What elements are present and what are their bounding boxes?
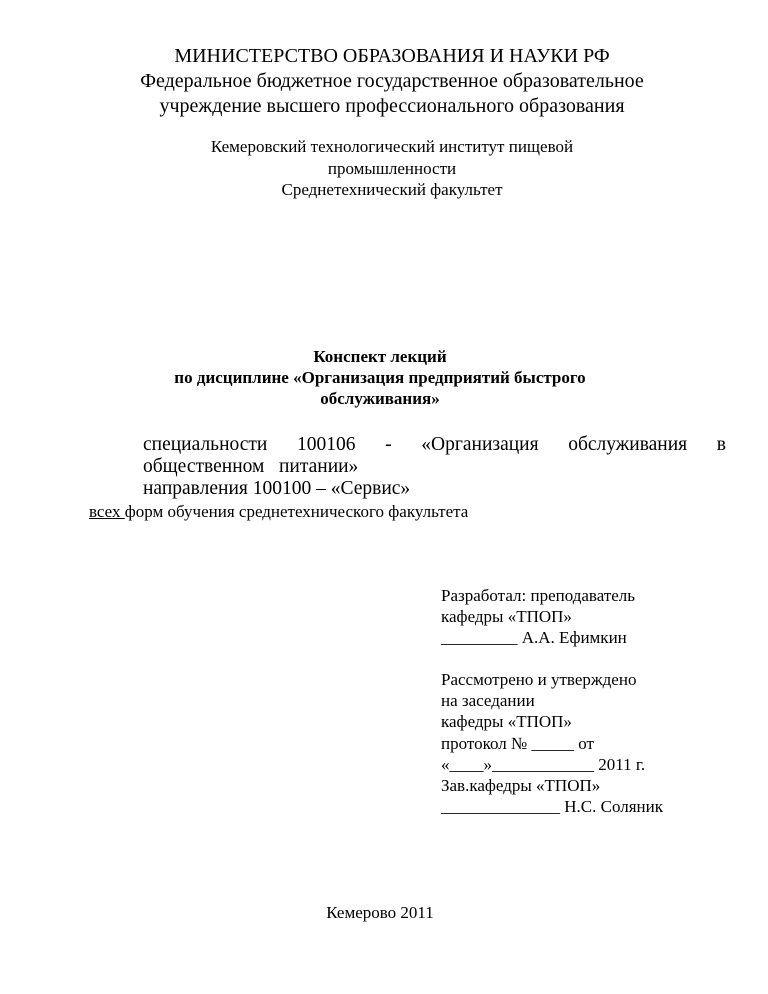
document-title	[130, 346, 630, 409]
approval-block	[441, 669, 663, 817]
specialty-word: специальности	[143, 434, 268, 455]
title-line2: по дисциплине «Организация предприятий быстрого	[174, 368, 586, 387]
department-head-signature: ______________ Н.С. Соляник	[441, 797, 663, 817]
institute-name-line2: промышленности	[327, 158, 457, 178]
institute-block	[0, 136, 768, 201]
study-forms-underlined: всех	[89, 502, 125, 521]
approval-department: кафедры «ТПОП»	[441, 712, 572, 732]
specialty-word: обслуживания	[568, 434, 688, 455]
specialty-line2: общественном питании»	[143, 456, 359, 477]
specialty-line1	[143, 434, 726, 456]
specialty-word: «Организация	[421, 434, 539, 455]
institution-type-line1: Федеральное бюджетное государственное образовательное	[140, 70, 644, 92]
direction-line: направления 100100 – «Сервис»	[143, 478, 411, 499]
approval-date: «____»____________ 2011 г.	[441, 754, 646, 774]
study-forms-text: форм обучения среднетехнического факультета	[124, 502, 469, 521]
specialty-dash: -	[385, 434, 392, 455]
developer-department: кафедры «ТПОП»	[441, 607, 572, 627]
faculty-name: Среднетехнический факультет	[281, 180, 503, 199]
specialty-block	[143, 434, 726, 500]
specialty-code: 100106	[297, 434, 356, 455]
developer-block	[441, 585, 635, 649]
title-line3: обслуживания»	[320, 389, 440, 408]
institute-name-line1: Кемеровский технологический институт пищевой	[210, 137, 574, 156]
specialty-word: в	[716, 434, 726, 455]
developer-signature: _________ А.А. Ефимкин	[441, 628, 627, 648]
approval-line1: Рассмотрено и утверждено	[441, 670, 637, 689]
developer-role: Разработал: преподаватель	[441, 586, 636, 605]
department-head: Зав.кафедры «ТПОП»	[441, 776, 601, 796]
approval-protocol: протокол № _____ от	[441, 733, 594, 753]
city-year: Кемерово 2011	[326, 903, 434, 922]
ministry-header	[0, 44, 768, 119]
institution-type-line2: учреждение высшего профессионального образования	[159, 95, 625, 117]
approval-line2: на заседании	[441, 691, 535, 711]
study-forms-line	[89, 501, 468, 522]
ministry-name: МИНИСТЕРСТВО ОБРАЗОВАНИЯ И НАУКИ РФ	[174, 45, 610, 67]
title-line1: Конспект лекций	[313, 347, 447, 366]
